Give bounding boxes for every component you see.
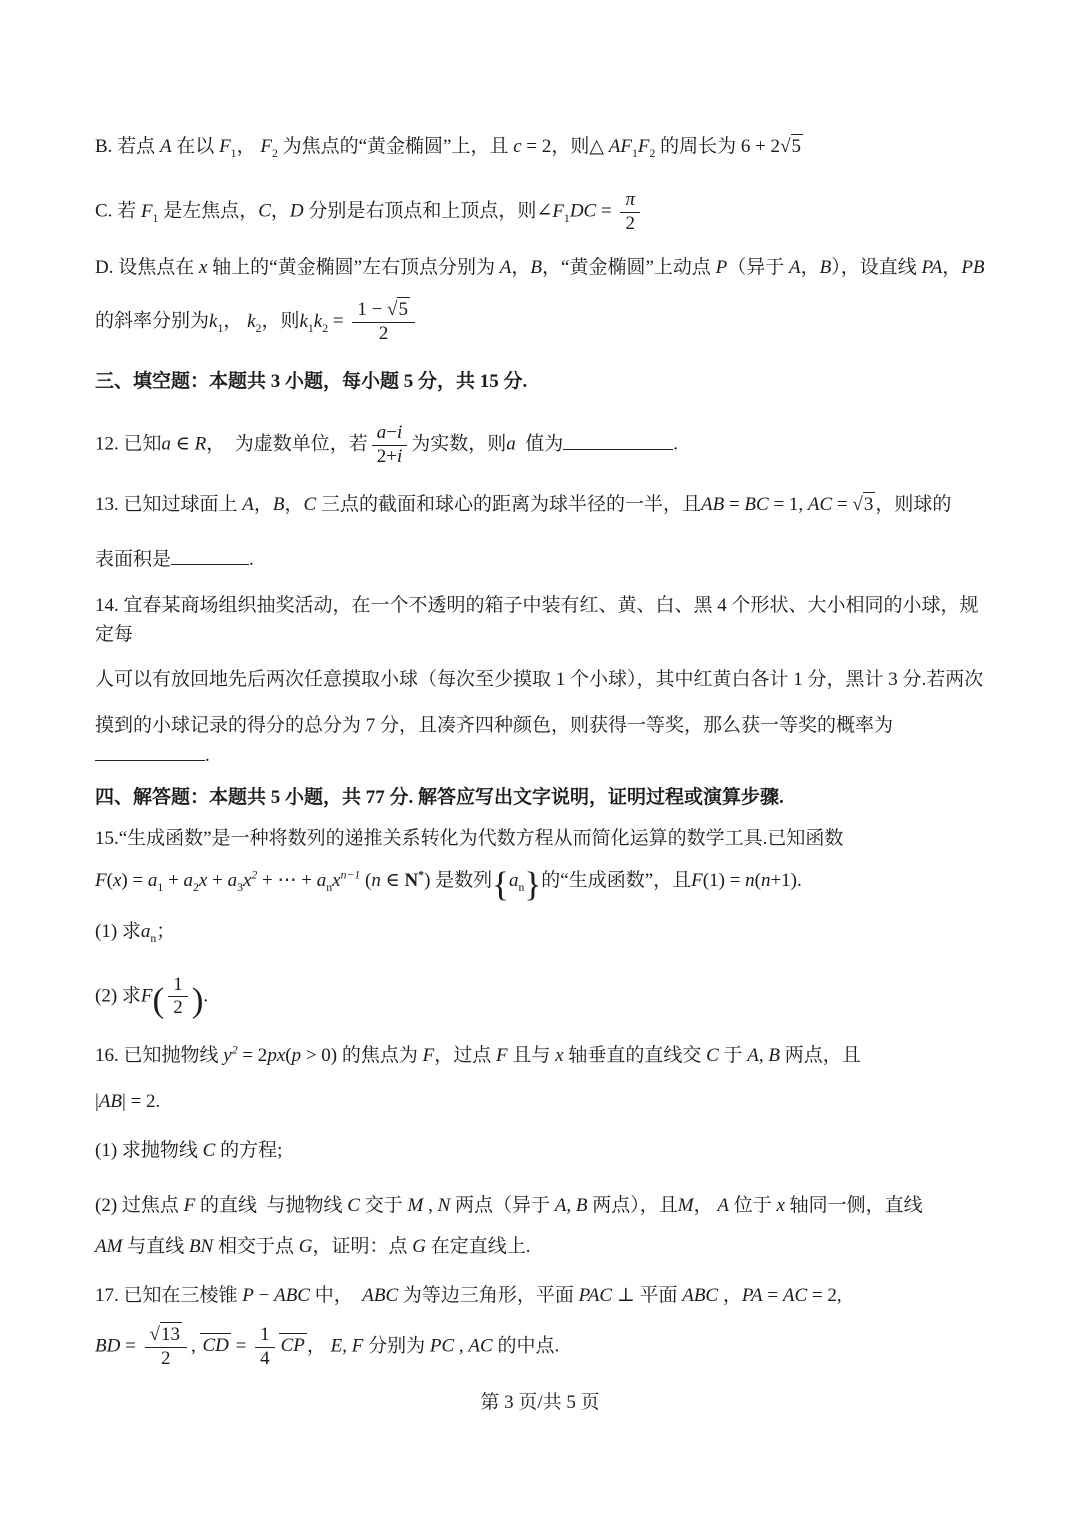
option-d-line-2: 的斜率分别为$k_1$， $k_2$，则$k_1k_2$ = $\frac{1 - √5}{2}$ — [95, 298, 985, 347]
section-heading-fill-blanks: 三、填空题：本题共 3 小题，每小题 5 分，共 15 分. — [95, 370, 528, 392]
question-15-line-2: $F(x) = a_1 + a_2x + a_3x^2$ + ⋯ + $a_nx^{n-1}$ (n ∈ N*) 是数列$\{a_n\}$的“生成函数”，且F(1) = n(n+1). — [95, 864, 802, 904]
question-14-line-2: 人可以有放回地先后两次任意摸取小球（每次至少摸取 1 个小球），其中红黄白各计 1 分，黑计 3 分.若两次 — [95, 669, 984, 691]
option-d-line-1: D. 设焦点在 x 轴上的“黄金椭圆”左右顶点分别为 A，B，“黄金椭圆”上动点 P（异于 A，B），设直线 PA，PB — [95, 256, 985, 278]
option-c-line: C. 若 $F_1$ 是左焦点，C，D 分别是右顶点和上顶点，则$\angle F_1DC$ = $\frac{\pi}{2}$ — [95, 188, 985, 237]
question-13-line-1: 13. 已知过球面上 A，B，C 三点的截面和球心的距离为球半径的一半，且AB = BC = 1, AC = √3 ，则球的 — [95, 493, 952, 515]
question-14-line-3: 摸到的小球记录的得分的总分为 7 分，且凑齐四种颜色，则获得一等奖，那么获一等奖的概率为. — [95, 714, 894, 767]
question-16-part-2-line-2: AM 与直线 BN 相交于点 G，证明：点 G 在定直线上. — [95, 1235, 531, 1257]
option-b-line: B. 若点 A 在以 $F_1$， $F_2$ 为焦点的“黄金椭圆”上，且 c = 2，则△ $AF_1F_2$ 的周长为 6 + 2√5 — [95, 136, 801, 160]
question-17-line-1: 17. 已知在三棱锥 P − ABC 中， ABC 为等边三角形，平面 PAC ⊥ 平面 ABC ，PA = AC = 2, — [95, 1285, 842, 1307]
question-15-part-1: (1) 求$a_n$； — [95, 920, 176, 945]
question-16-part-1: (1) 求抛物线 C 的方程; — [95, 1140, 283, 1162]
question-15-part-2: (2) 求F( $\frac{1}{2}$ ). — [95, 973, 209, 1020]
page-footer: 第 3 页/共 5 页 — [480, 1392, 600, 1414]
question-16-part-2-line-1: (2) 过焦点 F 的直线 与抛物线 C 交于 M , N 两点（异于 A, B 两点），且M， A 位于 x 轴同一侧，直线 — [95, 1194, 923, 1216]
question-17-line-2: BD = $\frac{√13}{2}$ , CD = $\frac{1}{4}$ CP ， E, F 分别为 PC , AC 的中点. — [95, 1323, 560, 1369]
section-heading-solutions: 四、解答题：本题共 5 小题，共 77 分. 解答应写出文字说明，证明过程或演算步骤. — [95, 786, 784, 808]
question-12-line: 12. 已知a ∈ R， 为虚数单位，若 $\frac{a-i}{2+i}$ 为实数，则a 值为 . — [95, 422, 678, 467]
question-15-line-1: 15.“生成函数”是一种将数列的递推关系转化为代数方程从而简化运算的数学工具.已知函数 — [95, 828, 844, 850]
question-14-line-1: 14. 宜春某商场组织抽奖活动，在一个不透明的箱子中装有红、黄、白、黑 4 个形状、大小相同的小球，规定每 — [95, 594, 979, 645]
question-13-line-2: 表面积是 . — [95, 544, 985, 574]
question-16-line-2: |AB| = 2. — [95, 1090, 161, 1112]
question-16-line-1: 16. 已知抛物线 $y^2 = 2px(p > 0)$ 的焦点为 F，过点 F 且与 x 轴垂直的直线交 C 于 A, B 两点，且 — [95, 1043, 861, 1067]
